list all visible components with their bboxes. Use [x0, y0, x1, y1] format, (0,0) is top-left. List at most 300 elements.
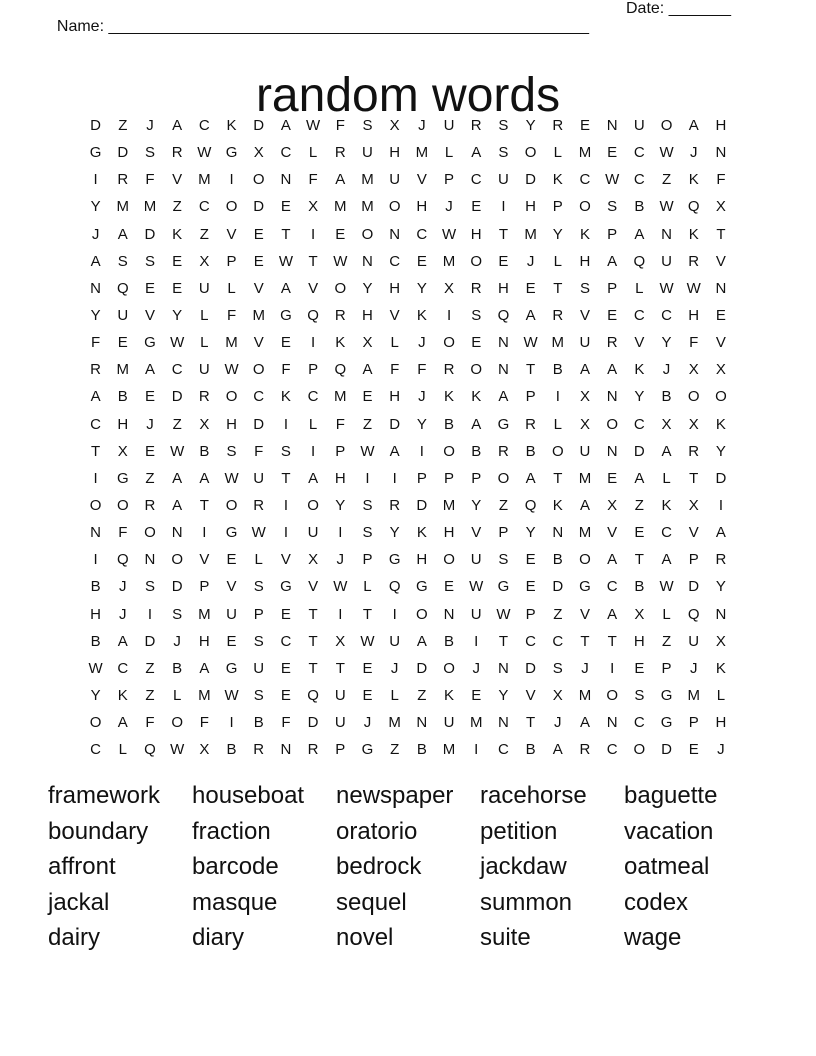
grid-letter: M: [442, 497, 456, 515]
grid-letter: T: [308, 659, 318, 677]
grid-letter: S: [634, 687, 645, 705]
grid-letter: U: [470, 605, 482, 623]
grid-letter: C: [606, 578, 618, 596]
grid-letter: Q: [687, 605, 700, 623]
grid-letter: Y: [335, 497, 346, 515]
grid-letter: I: [474, 741, 479, 759]
grid-letter: O: [89, 714, 102, 732]
word-list-item: jackdaw: [480, 853, 567, 880]
grid-letter: W: [441, 225, 457, 243]
grid-letter: Z: [661, 171, 672, 189]
grid-letter: Q: [307, 307, 319, 325]
grid-letter: M: [388, 714, 401, 732]
grid-letter: D: [416, 659, 428, 677]
grid-letter: X: [688, 497, 699, 515]
grid-letter: Z: [145, 469, 155, 487]
grid-letter: O: [524, 144, 537, 162]
grid-letter: B: [661, 388, 672, 406]
grid-letter: X: [199, 741, 210, 759]
word-list-item: jackal: [48, 888, 110, 916]
grid-letter: D: [307, 714, 319, 732]
grid-letter: W: [523, 334, 538, 352]
grid-letter: C: [470, 171, 482, 189]
grid-letter: Q: [334, 361, 347, 379]
grid-letter: P: [498, 524, 509, 542]
grid-letter: F: [226, 307, 237, 325]
grid-letter: I: [474, 632, 479, 650]
word-list-item: affront: [48, 853, 116, 880]
grid-letter: W: [170, 334, 185, 352]
grid-letter: P: [525, 605, 536, 623]
grid-letter: W: [278, 252, 293, 270]
grid-letter: X: [199, 252, 210, 270]
grid-letter: A: [634, 225, 645, 243]
grid-letter: U: [579, 442, 591, 460]
grid-letter: G: [280, 307, 292, 325]
grid-letter: K: [280, 388, 291, 406]
grid-letter: V: [280, 551, 291, 569]
grid-letter: W: [306, 117, 321, 135]
grid-letter: L: [308, 415, 318, 433]
grid-letter: E: [253, 252, 264, 270]
grid-letter: J: [418, 334, 426, 352]
word-list-item: fraction: [192, 817, 271, 845]
grid-letter: D: [633, 442, 645, 460]
grid-letter: C: [633, 714, 645, 732]
grid-letter: S: [362, 497, 373, 515]
grid-letter: L: [553, 144, 562, 162]
grid-letter: S: [226, 442, 237, 460]
grid-letter: R: [606, 334, 618, 352]
grid-letter: U: [253, 659, 265, 677]
grid-letter: L: [172, 687, 182, 705]
grid-letter: K: [172, 225, 183, 243]
grid-letter: P: [661, 659, 672, 677]
grid-letter: F: [335, 415, 345, 433]
grid-letter: O: [470, 252, 483, 270]
grid-letter: V: [416, 171, 427, 189]
grid-letter: M: [143, 198, 157, 216]
grid-letter: D: [661, 741, 672, 759]
grid-letter: A: [280, 117, 291, 135]
grid-letter: T: [281, 469, 291, 487]
grid-letter: H: [633, 632, 645, 650]
grid-letter: H: [525, 198, 537, 216]
grid-letter: C: [661, 524, 672, 542]
grid-letter: Z: [145, 687, 155, 705]
grid-letter: B: [444, 632, 455, 650]
grid-letter: V: [607, 524, 618, 542]
grid-letter: T: [91, 442, 101, 460]
grid-letter: C: [525, 632, 537, 650]
grid-letter: O: [443, 551, 455, 569]
grid-letter: X: [634, 605, 645, 623]
grid-letter: V: [715, 252, 726, 270]
grid-letter: O: [606, 687, 618, 705]
grid-letter: W: [170, 442, 185, 460]
grid-letter: E: [471, 334, 482, 352]
grid-letter: S: [172, 605, 183, 623]
grid-letter: A: [199, 659, 210, 677]
grid-letter: D: [144, 632, 156, 650]
grid-letter: U: [470, 551, 482, 569]
grid-letter: V: [688, 524, 699, 542]
grid-letter: H: [715, 714, 727, 732]
grid-letter: E: [688, 741, 699, 759]
grid-letter: G: [497, 578, 510, 596]
grid-letter: O: [171, 714, 183, 732]
grid-letter: Y: [416, 415, 427, 433]
grid-letter: L: [118, 741, 127, 759]
grid-letter: V: [715, 334, 726, 352]
grid-letter: N: [606, 388, 618, 406]
grid-letter: U: [117, 307, 129, 325]
grid-letter: M: [578, 687, 592, 705]
word-list-item: petition: [480, 817, 558, 845]
grid-letter: U: [389, 171, 401, 189]
grid-letter: A: [552, 741, 563, 759]
grid-letter: L: [553, 415, 562, 433]
grid-letter: E: [579, 117, 590, 135]
grid-letter: G: [361, 741, 374, 759]
grid-letter: R: [443, 361, 455, 379]
grid-letter: U: [443, 714, 455, 732]
grid-letter: N: [497, 714, 509, 732]
grid-letter: F: [417, 361, 427, 379]
grid-letter: U: [688, 632, 700, 650]
grid-letter: I: [93, 469, 98, 487]
grid-letter: Y: [389, 524, 400, 542]
grid-letter: Z: [172, 198, 182, 216]
grid-letter: W: [197, 144, 212, 162]
grid-letter: M: [469, 714, 483, 732]
grid-letter: E: [525, 551, 536, 569]
grid-letter: X: [335, 632, 346, 650]
grid-letter: S: [471, 307, 482, 325]
grid-letter: E: [144, 279, 155, 297]
word-list-item: summon: [480, 888, 573, 916]
grid-letter: J: [526, 252, 535, 270]
grid-letter: O: [171, 551, 183, 569]
grid-letter: B: [444, 415, 455, 433]
grid-letter: R: [171, 144, 183, 162]
grid-letter: Q: [497, 307, 510, 325]
grid-letter: R: [525, 415, 537, 433]
grid-letter: D: [525, 659, 537, 677]
grid-letter: K: [444, 388, 455, 406]
grid-letter: E: [607, 469, 618, 487]
grid-letter: X: [308, 198, 319, 216]
word-list-item: newspaper: [336, 782, 454, 809]
grid-letter: T: [716, 225, 726, 243]
grid-letter: D: [90, 117, 102, 135]
grid-letter: C: [117, 659, 129, 677]
grid-letter: Z: [145, 659, 155, 677]
grid-letter: R: [334, 144, 346, 162]
grid-letter: M: [198, 687, 211, 705]
grid-letter: S: [144, 144, 155, 162]
date-field-label[interactable]: Date: _______: [626, 0, 731, 17]
grid-letter: F: [145, 714, 155, 732]
grid-letter: D: [144, 225, 156, 243]
grid-letter: R: [334, 307, 346, 325]
grid-letter: J: [418, 388, 426, 406]
grid-letter: F: [281, 714, 291, 732]
grid-letter: N: [606, 714, 618, 732]
grid-letter: W: [224, 469, 239, 487]
grid-letter: X: [715, 361, 726, 379]
grid-letter: H: [334, 469, 346, 487]
grid-letter: D: [171, 578, 183, 596]
grid-letter: J: [554, 714, 562, 732]
grid-letter: W: [224, 687, 239, 705]
grid-letter: G: [116, 469, 129, 487]
grid-letter: L: [200, 334, 209, 352]
grid-letter: F: [308, 171, 318, 189]
grid-letter: O: [225, 388, 238, 406]
grid-letter: E: [117, 334, 128, 352]
grid-letter: C: [497, 741, 509, 759]
grid-letter: E: [172, 279, 183, 297]
grid-letter: O: [388, 198, 401, 216]
grid-letter: J: [390, 659, 399, 677]
grid-letter: W: [496, 605, 511, 623]
grid-letter: A: [525, 469, 536, 487]
grid-letter: B: [253, 714, 264, 732]
grid-letter: Q: [687, 198, 700, 216]
grid-letter: I: [229, 171, 234, 189]
grid-letter: B: [199, 442, 210, 460]
grid-letter: S: [253, 578, 264, 596]
grid-letter: C: [633, 144, 645, 162]
grid-letter: B: [525, 442, 536, 460]
grid-letter: L: [662, 469, 671, 487]
grid-letter: R: [552, 117, 564, 135]
grid-letter: Q: [116, 279, 129, 297]
grid-letter: P: [226, 252, 237, 270]
grid-letter: G: [225, 659, 238, 677]
grid-letter: Y: [525, 524, 536, 542]
grid-letter: R: [90, 361, 102, 379]
grid-letter: C: [579, 171, 591, 189]
grid-letter: X: [579, 415, 590, 433]
grid-letter: E: [172, 252, 183, 270]
grid-letter: S: [253, 687, 264, 705]
word-list-item: boundary: [48, 817, 149, 845]
grid-letter: S: [607, 198, 618, 216]
grid-letter: H: [416, 198, 428, 216]
grid-letter: O: [715, 388, 727, 406]
grid-letter: T: [689, 469, 699, 487]
grid-letter: Z: [390, 741, 400, 759]
grid-letter: O: [470, 361, 483, 379]
grid-letter: U: [443, 117, 455, 135]
grid-letter: I: [229, 714, 234, 732]
grid-letter: Z: [118, 117, 128, 135]
grid-letter: T: [498, 225, 508, 243]
grid-letter: B: [90, 578, 101, 596]
grid-letter: E: [634, 659, 645, 677]
grid-letter: F: [254, 442, 264, 460]
grid-letter: O: [497, 469, 510, 487]
grid-letter: A: [117, 714, 128, 732]
grid-letter: M: [415, 144, 429, 162]
grid-letter: O: [579, 551, 591, 569]
name-field-label[interactable]: Name: ______________________________________________________: [56, 18, 589, 35]
grid-letter: V: [634, 334, 645, 352]
grid-letter: L: [553, 252, 562, 270]
grid-letter: A: [607, 605, 618, 623]
grid-letter: E: [144, 442, 155, 460]
word-list-item: masque: [192, 888, 278, 916]
letter-grid: [82, 112, 735, 763]
grid-letter: U: [497, 171, 509, 189]
grid-letter: G: [579, 578, 591, 596]
grid-letter: Z: [172, 415, 182, 433]
grid-letter: I: [555, 388, 560, 406]
grid-letter: H: [362, 307, 373, 325]
word-list-item: novel: [336, 924, 394, 951]
grid-letter: R: [253, 497, 265, 515]
grid-letter: F: [689, 334, 699, 352]
grid-letter: O: [443, 659, 455, 677]
grid-letter: U: [661, 252, 672, 270]
grid-letter: J: [418, 117, 426, 135]
grid-letter: P: [607, 225, 618, 243]
grid-letter: K: [552, 497, 563, 515]
grid-letter: I: [419, 442, 424, 460]
grid-letter: M: [442, 741, 456, 759]
grid-letter: A: [607, 361, 618, 379]
word-list-item: codex: [624, 888, 689, 916]
grid-letter: A: [498, 388, 509, 406]
grid-letter: O: [579, 198, 591, 216]
grid-letter: B: [552, 551, 563, 569]
grid-letter: U: [362, 144, 373, 162]
grid-letter: N: [171, 524, 183, 542]
grid-letter: H: [715, 117, 727, 135]
grid-letter: D: [715, 469, 727, 487]
grid-letter: V: [199, 551, 210, 569]
grid-letter: V: [144, 307, 155, 325]
grid-letter: C: [633, 307, 645, 325]
grid-letter: S: [144, 252, 155, 270]
grid-letter: K: [661, 497, 672, 515]
grid-letter: J: [662, 361, 671, 379]
grid-letter: E: [144, 388, 155, 406]
grid-letter: I: [93, 551, 98, 569]
grid-letter: I: [311, 442, 316, 460]
grid-letter: S: [362, 117, 373, 135]
grid-letter: G: [660, 687, 673, 705]
grid-letter: O: [687, 388, 700, 406]
grid-letter: T: [199, 497, 209, 515]
grid-letter: K: [416, 524, 427, 542]
grid-letter: M: [442, 252, 456, 270]
grid-letter: A: [634, 469, 645, 487]
grid-letter: B: [634, 578, 645, 596]
grid-letter: H: [443, 524, 455, 542]
grid-letter: K: [471, 388, 482, 406]
grid-letter: E: [226, 632, 237, 650]
grid-letter: M: [116, 361, 130, 379]
grid-letter: H: [497, 279, 509, 297]
grid-letter: B: [634, 198, 645, 216]
grid-letter: R: [688, 252, 700, 270]
grid-letter: U: [334, 687, 346, 705]
grid-letter: K: [634, 361, 645, 379]
grid-letter: P: [552, 198, 563, 216]
grid-letter: O: [443, 442, 455, 460]
grid-letter: A: [90, 388, 101, 406]
grid-letter: H: [117, 415, 129, 433]
grid-letter: P: [308, 361, 319, 379]
grid-letter: X: [308, 551, 319, 569]
grid-letter: O: [334, 279, 347, 297]
grid-letter: G: [660, 714, 673, 732]
grid-letter: P: [525, 388, 536, 406]
grid-letter: I: [392, 469, 397, 487]
grid-letter: I: [718, 497, 723, 515]
grid-letter: M: [551, 334, 565, 352]
grid-letter: K: [715, 415, 726, 433]
grid-letter: W: [360, 442, 375, 460]
grid-letter: N: [497, 659, 509, 677]
grid-letter: X: [579, 388, 590, 406]
grid-letter: X: [362, 334, 373, 352]
grid-letter: E: [280, 334, 291, 352]
grid-letter: J: [146, 117, 154, 135]
grid-letter: W: [251, 524, 266, 542]
grid-letter: H: [579, 252, 591, 270]
grid-letter: A: [117, 632, 128, 650]
grid-letter: G: [280, 578, 292, 596]
grid-letter: A: [172, 469, 183, 487]
grid-letter: L: [444, 144, 454, 162]
grid-letter: J: [119, 578, 127, 596]
grid-letter: P: [199, 578, 210, 596]
grid-letter: W: [170, 741, 185, 759]
grid-letter: I: [311, 225, 316, 243]
grid-letter: A: [715, 524, 726, 542]
grid-letter: N: [606, 442, 618, 460]
word-list-item: wage: [624, 924, 682, 951]
grid-letter: Z: [661, 632, 672, 650]
grid-letter: K: [117, 687, 128, 705]
grid-letter: U: [334, 714, 346, 732]
grid-letter: S: [552, 659, 563, 677]
grid-letter: I: [283, 415, 288, 433]
grid-letter: W: [659, 578, 674, 596]
grid-letter: Y: [661, 334, 672, 352]
grid-letter: N: [497, 334, 509, 352]
grid-letter: O: [144, 524, 156, 542]
grid-letter: C: [198, 198, 210, 216]
grid-letter: P: [444, 469, 455, 487]
grid-letter: T: [634, 551, 644, 569]
grid-letter: H: [198, 632, 210, 650]
grid-letter: K: [416, 307, 427, 325]
grid-letter: E: [280, 198, 291, 216]
word-list-item: barcode: [192, 853, 279, 880]
grid-letter: Z: [199, 225, 209, 243]
grid-letter: A: [579, 714, 590, 732]
grid-letter: A: [389, 442, 400, 460]
grid-letter: H: [90, 605, 102, 623]
grid-letter: K: [226, 117, 237, 135]
grid-letter: E: [607, 307, 618, 325]
grid-letter: J: [581, 659, 589, 677]
